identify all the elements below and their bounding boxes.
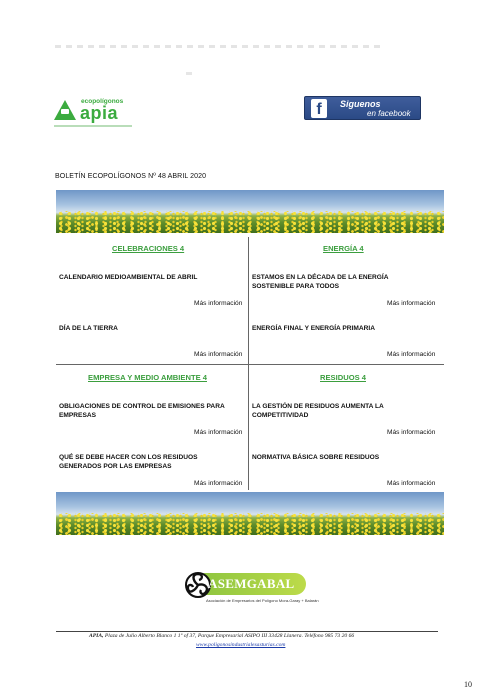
footer-rule <box>56 631 438 632</box>
article-title: OBLIGACIONES DE CONTROL DE EMISIONES PARA EMPRESAS <box>59 403 225 419</box>
apia-triangle-icon <box>54 100 76 120</box>
footer-address-text: Plaza de Julio Alberto Blanco 1 1º of 37, Parque Empresarial ASIPO III 33428 Llanera. Teléfono 985 73 20 66 <box>103 633 355 639</box>
section-title-energia[interactable]: ENERGÍA 4 <box>323 244 364 253</box>
section-title-residuos[interactable]: RESIDUOS 4 <box>320 373 366 382</box>
header-faint-rule <box>55 45 385 48</box>
more-info-link[interactable]: Más información <box>387 480 436 487</box>
article-title: LA GESTIÓN DE RESIDUOS AUMENTA LA COMPETITIVIDAD <box>252 403 384 419</box>
section-title-empresa-medio-ambiente[interactable]: EMPRESA Y MEDIO AMBIENTE 4 <box>88 373 207 382</box>
section-title-celebraciones[interactable]: CELEBRACIONES 4 <box>112 244 185 253</box>
apia-logo-name: apia <box>80 103 119 123</box>
footer-address <box>89 633 354 639</box>
asemgabal-logo[interactable] <box>184 568 319 612</box>
article-title: DÍA DE LA TIERRA <box>59 325 118 332</box>
facebook-button-line1: Siguenos <box>340 99 381 109</box>
more-info-link[interactable]: Más información <box>194 351 243 358</box>
more-info-link[interactable]: Más información <box>194 480 243 487</box>
page-number: 10 <box>464 680 472 689</box>
bulletin-title: BOLETÍN ECOPOLÍGONOS Nº 48 ABRIL 2020 <box>55 173 207 180</box>
more-info-link[interactable]: Más información <box>387 300 436 307</box>
apia-logo-small-text: ecopolígonos <box>81 98 124 105</box>
more-info-link[interactable]: Más información <box>387 351 436 358</box>
article-title: QUÉ SE DEBE HACER CON LOS RESIDUOS GENERADOS POR LAS EMPRESAS <box>59 454 198 470</box>
article-title: ENERGÍA FINAL Y ENERGÍA PRIMARIA <box>252 325 375 332</box>
apia-logo[interactable] <box>54 98 134 132</box>
asemgabal-name: ASEMGABAL <box>208 576 295 591</box>
footer-org: APIA, <box>89 633 104 639</box>
more-info-link[interactable]: Más información <box>387 429 436 436</box>
facebook-f-icon: f <box>311 99 327 118</box>
meadow-banner-top <box>56 190 444 233</box>
article-title: NORMATIVA BÁSICA SOBRE RESIDUOS <box>252 454 380 461</box>
article-title: CALENDARIO MEDIOAMBIENTAL DE ABRIL <box>59 274 198 281</box>
meadow-banner-bottom <box>56 492 444 535</box>
asemgabal-subtitle: Asociación de Empresarios del Polígono Mora-Garay + Balarán <box>206 598 319 603</box>
header-faint-mark <box>186 72 192 75</box>
facebook-button-line2: en facebook <box>367 109 411 118</box>
article-title: ESTAMOS EN LA DÉCADA DE LA ENERGÍA SOSTENIBLE PARA TODOS <box>252 274 389 290</box>
apia-logo-tagline <box>54 125 132 127</box>
facebook-follow-button[interactable] <box>304 96 421 120</box>
row-divider <box>56 364 444 365</box>
more-info-link[interactable]: Más información <box>194 429 243 436</box>
footer-website-link[interactable]: www.poligonosindustrialesasturias.com <box>196 642 286 648</box>
more-info-link[interactable]: Más información <box>194 300 243 307</box>
